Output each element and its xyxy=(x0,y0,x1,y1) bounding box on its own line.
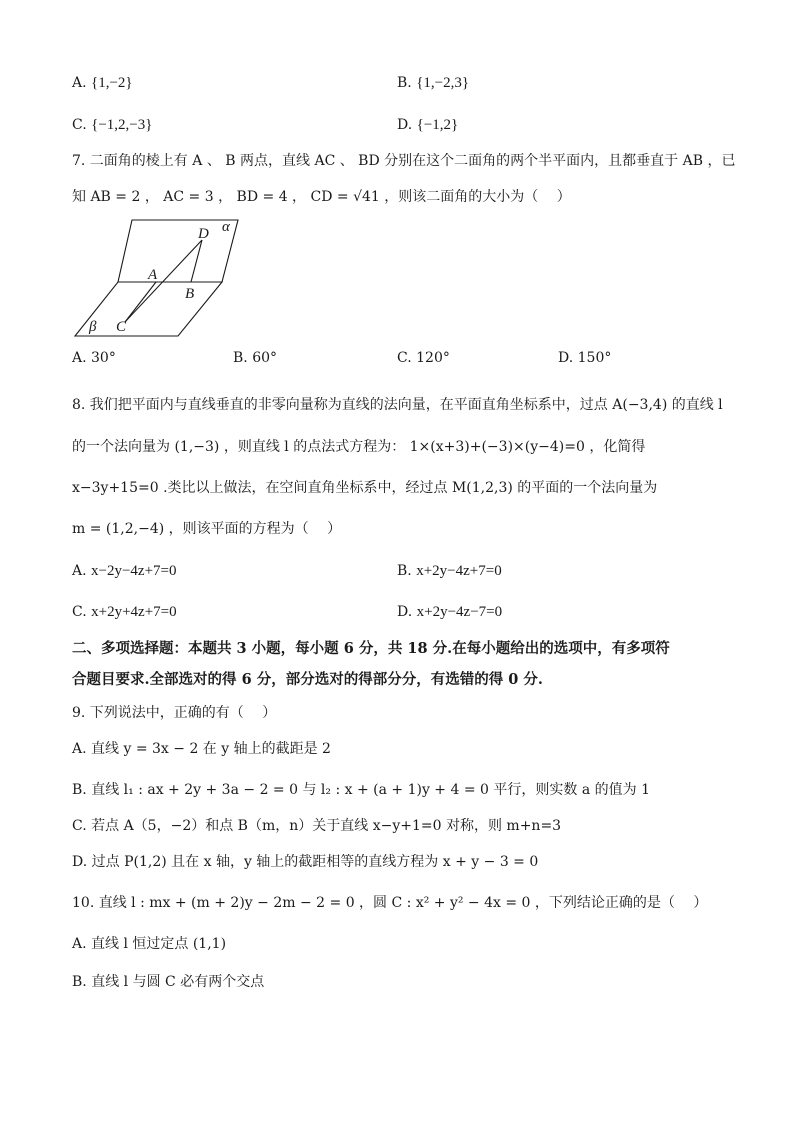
option-label: A. xyxy=(72,75,87,91)
option-text: 直线 l 恒过定点 (1,1) xyxy=(91,936,227,952)
q9-option-d xyxy=(72,853,538,871)
option-label: A. xyxy=(72,350,87,366)
option-label: A. xyxy=(72,936,87,952)
q7-option-c xyxy=(397,349,450,367)
q8-option-c xyxy=(72,603,177,621)
plane-alpha xyxy=(118,220,238,282)
option-label: B. xyxy=(397,75,412,91)
option-label: C. xyxy=(72,604,87,620)
section-heading-line2: 合题目要求.全部选对的得 6 分，部分选对的得部分分，有选错的得 0 分. xyxy=(72,671,543,688)
q7-stem-line2: 知 AB = 2 ， AC = 3 ， BD = 4 ， CD = √41 ，则该二面角的大小为（ ） xyxy=(72,189,571,205)
plane-beta xyxy=(75,282,222,336)
option-label: B. xyxy=(72,974,87,990)
option-label: B. xyxy=(233,350,248,366)
q8-option-d xyxy=(397,603,502,621)
q9-option-a xyxy=(72,740,331,758)
q8-stem-line4: m = (1,2,−4) ，则该平面的方程为（ ） xyxy=(72,521,342,537)
option-label: C. xyxy=(72,818,87,834)
q9-stem: 9. 下列说法中，正确的有（ ） xyxy=(72,705,277,721)
q6-option-a xyxy=(72,74,133,92)
q10-stem: 10. 直线 l : mx + (m + 2)y − 2m − 2 = 0 ，圆 C : x² + y² − 4x = 0 ，下列结论正确的是（ ） xyxy=(72,895,708,911)
option-text: {1,−2} xyxy=(91,75,133,91)
dihedral-angle-figure xyxy=(70,218,250,342)
option-text: x−2y−4z+7=0 xyxy=(91,563,177,579)
option-text: x+2y−4z+7=0 xyxy=(416,563,502,579)
q7-option-d xyxy=(558,349,611,367)
option-label: A. xyxy=(72,563,87,579)
q6-option-b xyxy=(397,74,469,92)
segment-ac xyxy=(125,282,156,322)
option-text: 直线 y = 3x − 2 在 y 轴上的截距是 2 xyxy=(91,741,331,757)
option-text: 120° xyxy=(416,350,450,366)
option-text: 直线 l 与圆 C 必有两个交点 xyxy=(91,974,265,990)
q8-stem-line3: x−3y+15=0 .类比以上做法，在空间直角坐标系中，经过点 M(1,2,3) 的平面的一个法向量为 xyxy=(72,480,658,496)
q6-option-d xyxy=(397,116,458,134)
q10-option-b xyxy=(72,973,264,991)
option-label: B. xyxy=(397,563,412,579)
q8-option-a xyxy=(72,562,177,580)
label-c: C xyxy=(116,319,127,335)
label-beta: β xyxy=(89,319,97,335)
q10-option-a xyxy=(72,935,226,953)
q8-option-b xyxy=(397,562,502,580)
q7-option-a xyxy=(72,349,116,367)
q6-option-c xyxy=(72,116,152,134)
option-label: C. xyxy=(397,350,412,366)
option-text: 过点 P(1,2) 且在 x 轴，y 轴上的截距相等的直线方程为 x + y − 3 = 0 xyxy=(91,854,539,870)
option-text: x+2y−4z−7=0 xyxy=(416,604,503,620)
label-a: A xyxy=(148,267,158,283)
section-heading-line1: 二、多项选择题：本题共 3 小题，每小题 6 分，共 18 分.在每小题给出的选项中，有多项符 xyxy=(72,640,670,657)
q9-option-b xyxy=(72,781,650,799)
option-label: C. xyxy=(72,117,87,133)
q9-option-c xyxy=(72,817,561,835)
option-text: {1,−2,3} xyxy=(416,75,470,91)
option-text: 直线 l₁ : ax + 2y + 3a − 2 = 0 与 l₂ : x + (a + 1)y + 4 = 0 平行，则实数 a 的值为 1 xyxy=(91,782,650,798)
label-d: D xyxy=(198,226,209,242)
segment-cd xyxy=(125,240,202,322)
option-text: {−1,2} xyxy=(416,117,459,133)
option-label: D. xyxy=(72,854,88,870)
label-b: B xyxy=(185,286,195,302)
option-text: 60° xyxy=(252,350,278,366)
q7-stem-line1: 7. 二面角的棱上有 A 、 B 两点，直线 AC 、 BD 分别在这个二面角的两个半平面内，且都垂直于 AB ，已 xyxy=(72,153,736,169)
option-text: 150° xyxy=(577,350,612,366)
option-text: {−1,2,−3} xyxy=(91,117,153,133)
option-label: D. xyxy=(397,117,413,133)
option-label: D. xyxy=(397,604,413,620)
option-label: A. xyxy=(72,741,87,757)
option-text: 若点 A（5，−2）和点 B（m，n）关于直线 x−y+1=0 对称，则 m+n=3 xyxy=(91,818,562,834)
option-text: x+2y+4z+7=0 xyxy=(91,604,177,620)
label-alpha: α xyxy=(222,219,230,235)
option-label: B. xyxy=(72,782,87,798)
q8-stem-line2: 的一个法向量为 (1,−3) ，则直线 l 的点法式方程为： 1×(x+3)+(−3)×(y−4)=0 ，化简得 xyxy=(72,439,646,455)
q7-option-b xyxy=(233,349,277,367)
option-label: D. xyxy=(558,350,574,366)
option-text: 30° xyxy=(91,350,116,366)
q8-stem-line1: 8. 我们把平面内与直线垂直的非零向量称为直线的法向量，在平面直角坐标系中，过点 A(−3,4) 的直线 l xyxy=(72,397,723,413)
